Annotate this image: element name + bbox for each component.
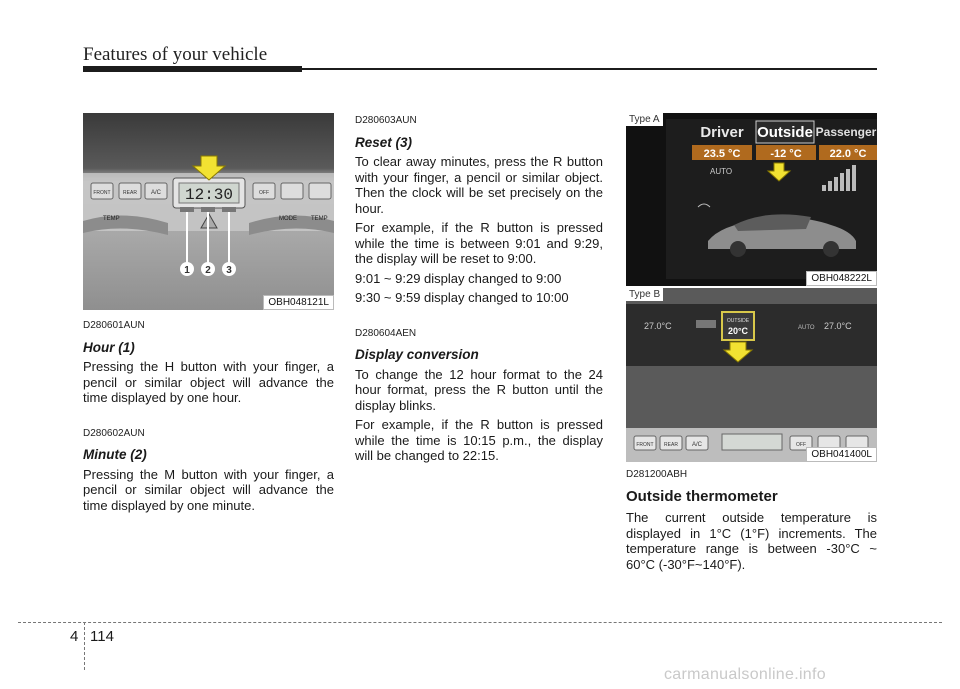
left-text-column xyxy=(83,318,334,513)
m-button xyxy=(201,207,215,212)
outside-temp-a: -12 °C xyxy=(770,148,802,160)
rear-button-label-b: REAR xyxy=(664,442,678,448)
section-body-hour: Pressing the H button with your finger, a pencil or similar object will advance the time displayed by one hour. xyxy=(83,359,334,405)
passenger-tab: Passenger xyxy=(815,125,877,139)
r-button xyxy=(222,207,236,212)
section-title-display: Display conversion xyxy=(355,347,479,362)
reset-para-4: 9:30 ~ 9:59 display changed to 10:00 xyxy=(355,290,569,305)
outside-label-b: OUTSIDE xyxy=(726,318,750,324)
section-title-reset: Reset (3) xyxy=(355,134,413,150)
display-para-1: To change the 12 hour format to the 24 hour format, press the R button until the display blinks. xyxy=(355,366,603,413)
footer-rule xyxy=(18,622,942,623)
page-number: 114 xyxy=(90,628,114,645)
off-button-label-b: OFF xyxy=(796,442,806,448)
clock-panel-illustration xyxy=(83,113,334,310)
passenger-temp: 22.0 °C xyxy=(829,148,867,160)
header-rule-thick xyxy=(83,66,302,72)
clock-display-text: 12:30 xyxy=(184,186,234,204)
page-header-title: Features of your vehicle xyxy=(83,44,268,65)
temp-left-label: TEMP xyxy=(103,216,120,222)
middle-text-column xyxy=(355,113,603,464)
section-code-reset: D280603AUN xyxy=(355,115,417,126)
temp-right-label: TEMP xyxy=(311,216,328,222)
front-button-label: FRONT xyxy=(93,190,111,196)
header-rule-thin xyxy=(302,68,877,70)
section-body-minute: Pressing the M button with your finger, a pencil or similar object will advance the time displayed by one minute. xyxy=(83,466,334,513)
front-button-label-b: FRONT xyxy=(636,442,654,448)
section-title-minute: Minute (2) xyxy=(83,447,147,462)
callout-2: 2 xyxy=(205,265,211,276)
driver-temp: 23.5 °C xyxy=(703,148,741,160)
off-button-label: OFF xyxy=(259,190,269,196)
rear-button-label: REAR xyxy=(123,190,137,196)
section-title-hour: Hour (1) xyxy=(83,339,135,355)
callout-3: 3 xyxy=(226,265,232,276)
outside-temp-b: 20°C xyxy=(727,326,749,336)
watermark-text: carmanualsonline.info xyxy=(664,666,826,683)
footer-divider xyxy=(84,622,85,670)
left-temp-b: 27.0°C xyxy=(644,321,672,331)
display-para-2: For example, if the R button is pressed while the time is 10:15 p.m., the display will be changed to 22:15. xyxy=(355,417,603,463)
image-code-type-b: OBH041400L xyxy=(806,447,877,462)
ac-button-label: A/C xyxy=(150,190,162,196)
type-a-display-photo xyxy=(626,113,877,286)
callout-1: 1 xyxy=(184,265,190,276)
right-text-column xyxy=(626,467,877,572)
h-button xyxy=(180,207,194,212)
outside-tab: Outside xyxy=(757,124,813,141)
auto-label-a: AUTO xyxy=(710,167,733,176)
type-b-display-photo xyxy=(626,288,877,462)
reset-para-2: For example, if the R button is pressed while the time is between 9:01 and 9:29, the display will be reset to 9:00. xyxy=(355,220,603,266)
clock-panel-photo xyxy=(83,113,334,310)
ac-button-label-b: A/C xyxy=(691,442,703,448)
right-temp-b: 27.0°C xyxy=(824,321,852,331)
type-a-illustration xyxy=(626,113,877,286)
auto-label-b: AUTO xyxy=(798,325,815,331)
section-code-thermometer: D281200ABH xyxy=(626,469,688,480)
section-code-minute: D280602AUN xyxy=(83,427,145,439)
image-code-type-a: OBH048222L xyxy=(806,271,877,286)
reset-para-3: 9:01 ~ 9:29 display changed to 9:00 xyxy=(355,270,562,286)
driver-tab: Driver xyxy=(700,124,744,141)
image-code-left: OBH048121L xyxy=(263,295,334,310)
type-b-label: Type B xyxy=(626,288,663,301)
section-code-hour: D280601AUN xyxy=(83,320,145,331)
section-code-display: D280604AEN xyxy=(355,327,417,339)
chapter-number: 4 xyxy=(70,628,79,645)
type-b-illustration xyxy=(626,288,877,462)
section-title-thermometer: Outside thermometer xyxy=(626,487,778,505)
section-body-thermometer: The current outside temperature is displayed in 1°C (1°F) increments. The temperature range is between -30°C ~ 60°C (-30°F~140°F). xyxy=(626,510,877,572)
type-a-label: Type A xyxy=(626,113,663,126)
mode-label: MODE xyxy=(279,216,297,222)
reset-para-1: To clear away minutes, press the R button with your finger, a pencil or similar object. Then the clock will be set precisely on the hour. xyxy=(355,154,603,216)
